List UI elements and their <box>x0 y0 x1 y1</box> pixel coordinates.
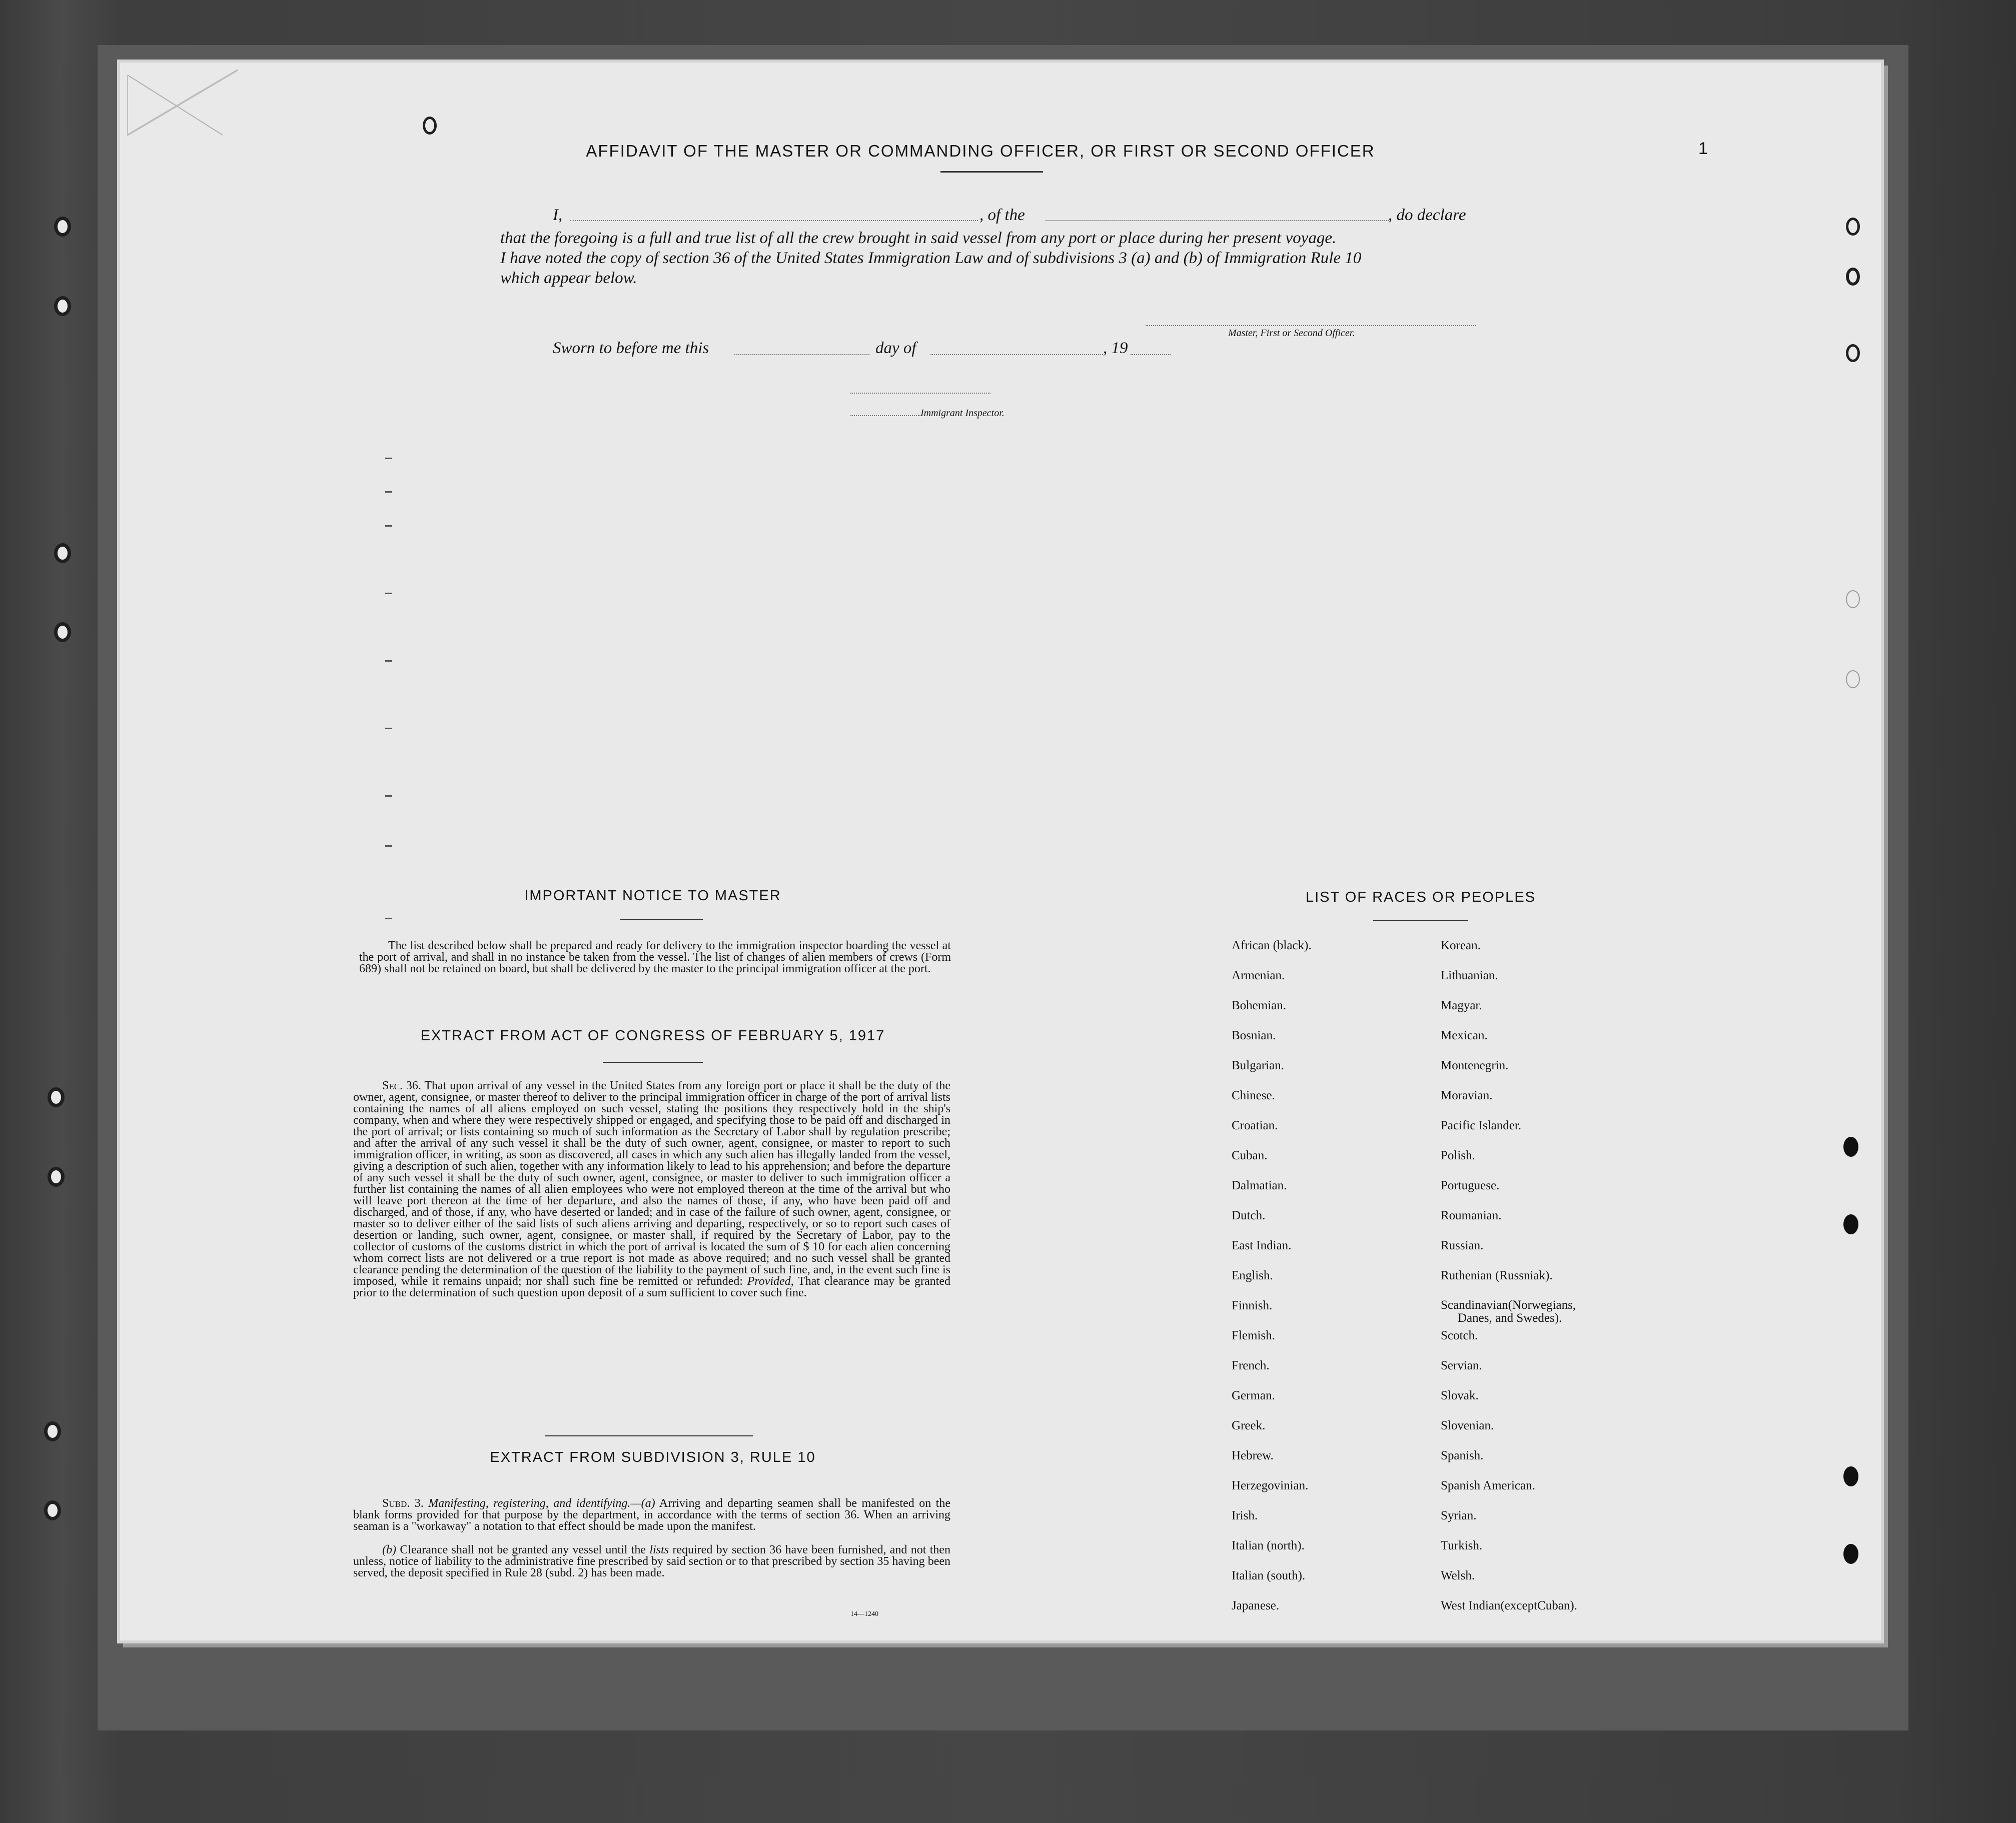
race-item: Slovak. <box>1441 1389 1479 1402</box>
notice-title: IMPORTANT NOTICE TO MASTER <box>524 888 781 904</box>
rule-part-b-text-1: Clearance shall not be granted any vessel until the <box>400 1543 646 1556</box>
race-item: Slovenian. <box>1441 1419 1494 1432</box>
act-section-label: Sec. 36. <box>382 1079 421 1092</box>
act-extract-underline <box>603 1062 703 1063</box>
race-item: Lithuanian. <box>1441 969 1498 982</box>
race-item: Armenian. <box>1232 969 1285 982</box>
race-item: Dutch. <box>1232 1209 1266 1222</box>
sworn-year-blank[interactable] <box>1131 354 1171 355</box>
race-item: Bohemian. <box>1232 999 1287 1012</box>
margin-mark <box>385 491 392 493</box>
race-item: Scandinavian(Norwegians, Danes, and Swedes). <box>1441 1299 1651 1329</box>
race-item: French. <box>1232 1359 1270 1372</box>
sworn-day-blank[interactable] <box>734 354 869 355</box>
rule-subdivision-b <box>353 1544 950 1579</box>
act-extract-end-rule <box>545 1435 753 1436</box>
binder-hole-icon <box>1846 218 1860 236</box>
race-item: Moravian. <box>1441 1089 1493 1102</box>
act-section-36 <box>353 1080 950 1299</box>
race-item: Spanish American. <box>1441 1479 1535 1492</box>
race-item: Italian (south). <box>1232 1569 1306 1582</box>
race-item: Portuguese. <box>1441 1179 1500 1192</box>
year-label: , 19 <box>1103 339 1128 357</box>
race-item: Syrian. <box>1441 1509 1477 1522</box>
affidavit-line-4: which appear below. <box>500 269 637 287</box>
margin-mark <box>385 458 392 459</box>
binder-hole-icon <box>1843 1544 1858 1564</box>
day-of-label: day of <box>875 339 916 357</box>
race-item: English. <box>1232 1269 1273 1282</box>
race-item: African (black). <box>1232 939 1312 952</box>
signature-caption: Master, First or Second Officer. <box>1228 328 1355 339</box>
inspector-leader <box>850 415 920 416</box>
folded-corner-mark <box>123 65 243 140</box>
notice-underline <box>620 919 703 920</box>
race-item: Cuban. <box>1232 1149 1268 1162</box>
rule-subd-label: Subd. 3. <box>382 1497 424 1510</box>
rule-extract-title: EXTRACT FROM SUBDIVISION 3, RULE 10 <box>490 1449 816 1465</box>
race-item: Irish. <box>1232 1509 1258 1522</box>
rule-part-b-text-2: required by section 36 have been furnished, and not then unless, notice of liability to the administrative fine prescribed by said section or to that prescribed by section 35 having been served, the deposit specified in Rule 28 (subd. 2) has been made. <box>353 1543 951 1579</box>
notice-text: The list described below shall be prepared and ready for delivery to the immigration inspector boarding the vessel at the port of arrival, and shall in no instance be taken from the vessel. The list of changes of alien members of crews (Form 689) shall not be retained on board, but shall be delivered by the master to the principal immigration officer at the port. <box>359 939 951 975</box>
binder-hole-icon <box>44 1421 61 1441</box>
binder-hole-icon <box>1846 344 1860 362</box>
sworn-label: Sworn to before me this <box>553 339 709 357</box>
signature-blank[interactable] <box>1146 325 1476 326</box>
rule-part-b-lists: lists <box>649 1543 669 1556</box>
race-item: Welsh. <box>1441 1569 1475 1582</box>
binder-hole-icon <box>1846 268 1860 286</box>
rule-heading: Manifesting, registering, and identifying. <box>428 1497 631 1510</box>
race-item: Bulgarian. <box>1232 1059 1284 1072</box>
margin-mark <box>385 660 392 662</box>
binder-hole-icon <box>44 1500 61 1520</box>
race-item: East Indian. <box>1232 1239 1292 1252</box>
race-item: Flemish. <box>1232 1329 1275 1342</box>
race-item: Ruthenian (Russniak). <box>1441 1269 1553 1282</box>
affidavit-of-the-label: , of the <box>979 206 1025 224</box>
affidavit-line-2: that the foregoing is a full and true list of all the crew brought in said vessel from any port or place during her present voyage. <box>500 229 1337 247</box>
races-column-1 <box>1232 939 1392 1629</box>
binder-hole-icon <box>48 1167 65 1187</box>
race-item: German. <box>1232 1389 1275 1402</box>
margin-mark <box>385 845 392 847</box>
affidavit-line-3: I have noted the copy of section 36 of the United States Immigration Law and of subdivisions 3 (a) and (b) of Immigration Rule 10 <box>500 249 1362 267</box>
inspector-caption: Immigrant Inspector. <box>920 408 1004 419</box>
race-item: Italian (north). <box>1232 1539 1305 1552</box>
binder-hole-icon <box>54 543 71 563</box>
inspector-signature-blank[interactable] <box>850 393 990 394</box>
affidavit-i-label: I, <box>553 206 563 224</box>
margin-mark <box>385 795 392 797</box>
race-item: Bosnian. <box>1232 1029 1276 1042</box>
margin-mark <box>385 918 392 919</box>
margin-mark <box>385 593 392 594</box>
form-number: 14—1240 <box>850 1610 878 1618</box>
race-item: Roumanian. <box>1441 1209 1502 1222</box>
vessel-blank[interactable] <box>1046 220 1391 221</box>
race-item: Magyar. <box>1441 999 1482 1012</box>
race-item: Russian. <box>1441 1239 1484 1252</box>
race-item: West Indian(exceptCuban). <box>1441 1599 1577 1612</box>
rule-part-a-label: —(a) <box>630 1497 655 1510</box>
act-extract-title: EXTRACT FROM ACT OF CONGRESS OF FEBRUARY 5, 1917 <box>420 1028 885 1044</box>
binder-hole-icon <box>1843 1466 1858 1486</box>
race-item: Greek. <box>1232 1419 1266 1432</box>
race-item: Japanese. <box>1232 1599 1280 1612</box>
title-underline <box>940 171 1043 173</box>
name-blank[interactable] <box>570 220 978 221</box>
race-item: Mexican. <box>1441 1029 1488 1042</box>
act-provided-text: That clearance may be granted prior to the determination of such question upon deposit of a sum sufficient to cover such fine. <box>353 1275 950 1299</box>
race-item: Pacific Islander. <box>1441 1119 1522 1132</box>
race-item: Korean. <box>1441 939 1481 952</box>
race-item: Turkish. <box>1441 1539 1483 1552</box>
race-item: Finnish. <box>1232 1299 1273 1312</box>
binder-hole-icon <box>423 117 437 135</box>
race-item: Servian. <box>1441 1359 1482 1372</box>
races-title: LIST OF RACES OR PEOPLES <box>1305 889 1536 905</box>
race-item: Croatian. <box>1232 1119 1278 1132</box>
race-item: Scotch. <box>1441 1329 1478 1342</box>
binder-hole-icon <box>1843 1214 1858 1234</box>
act-provided-label: Provided, <box>747 1275 794 1288</box>
race-item: Dalmatian. <box>1232 1179 1287 1192</box>
race-item: Montenegrin. <box>1441 1059 1509 1072</box>
binder-hole-icon <box>54 296 71 316</box>
race-item: Polish. <box>1441 1149 1475 1162</box>
race-item: Chinese. <box>1232 1089 1275 1102</box>
act-section-text: That upon arrival of any vessel in the United States from any foreign port or place it shall be the duty of the owner, agent, consignee, or master thereof to deliver to the principal immigration officer in charge of the port of arrival lists containing the names of all aliens employed on such vessel, stating the positions they respectively hold in the ship's company, when and where they were respectively shipped or engaged, and specifying those to be paid off and discharged in the port of arrival; or lists containing so much of such information as the Secretary of Labor shall by regulation prescribe; and after the arrival of any such vessel it shall be the duty of such owner, agent, consignee, or master to report to such immigration officer, in writing, as soon as discovered, all cases in which any such alien has illegally landed from the vessel, giving a description of such alien, together with any information likely to lead to his apprehension; and before the departure of any such vessel it shall be the duty of such owner, agent, consignee, or master to deliver to such immigration officer a further list containing the names of all alien employees who were not employed thereon at the time of the arrival but who will leave port thereon at the time of her departure, and also the names of those, if any, who have been paid off and discharged, and of those, if any, who have deserted or landed; and in case of the failure of such owner, agent, consignee, or master so to deliver either of the said lists of such aliens arriving and departing, respectively, or so to report such cases of desertion or landing, such owner, agent, consignee, or master shall, if required by the Secretary of Labor, pay to the collector of customs of the customs district in which the port of arrival is located the sum of $ 10 for each alien concerning whom correct lists are not delivered or a true report is not made as above required; and no such vessel shall be granted clearance pending the determination of the question of the liability to the payment of such fine, and, in the event such fine is imposed, while it remains unpaid; nor shall such fine be remitted or refunded: <box>353 1079 950 1288</box>
binder-hole-icon <box>1846 590 1860 608</box>
binder-hole-icon <box>54 217 71 237</box>
races-underline <box>1373 920 1468 921</box>
binder-hole-icon <box>1846 670 1860 688</box>
margin-mark <box>385 525 392 527</box>
sworn-month-blank[interactable] <box>930 354 1103 355</box>
races-column-2 <box>1441 939 1651 1629</box>
rule-part-b-label: (b) <box>382 1543 396 1556</box>
page-number: 1 <box>1698 139 1708 158</box>
margin-mark <box>385 728 392 729</box>
affidavit-title: AFFIDAVIT OF THE MASTER OR COMMANDING OFFICER, OR FIRST OR SECOND OFFICER <box>586 142 1375 160</box>
race-item: Spanish. <box>1441 1449 1484 1462</box>
race-item: Herzegovinian. <box>1232 1479 1309 1492</box>
affidavit-do-declare-label: , do declare <box>1388 206 1466 224</box>
race-item-continuation: Danes, and Swedes). <box>1458 1311 1562 1325</box>
rule-subdivision-a <box>353 1498 950 1532</box>
binder-hole-icon <box>1843 1137 1858 1157</box>
race-item: Hebrew. <box>1232 1449 1274 1462</box>
rule-part-a-text: Arriving and departing seamen shall be manifested on the blank forms provided for that purpose by the department, in accordance with the terms of section 36. When an arriving seaman is a "workaway" a notation to that effect should be made upon the manifest. <box>353 1497 950 1533</box>
binder-hole-icon <box>54 622 71 642</box>
binder-hole-icon <box>48 1087 65 1107</box>
